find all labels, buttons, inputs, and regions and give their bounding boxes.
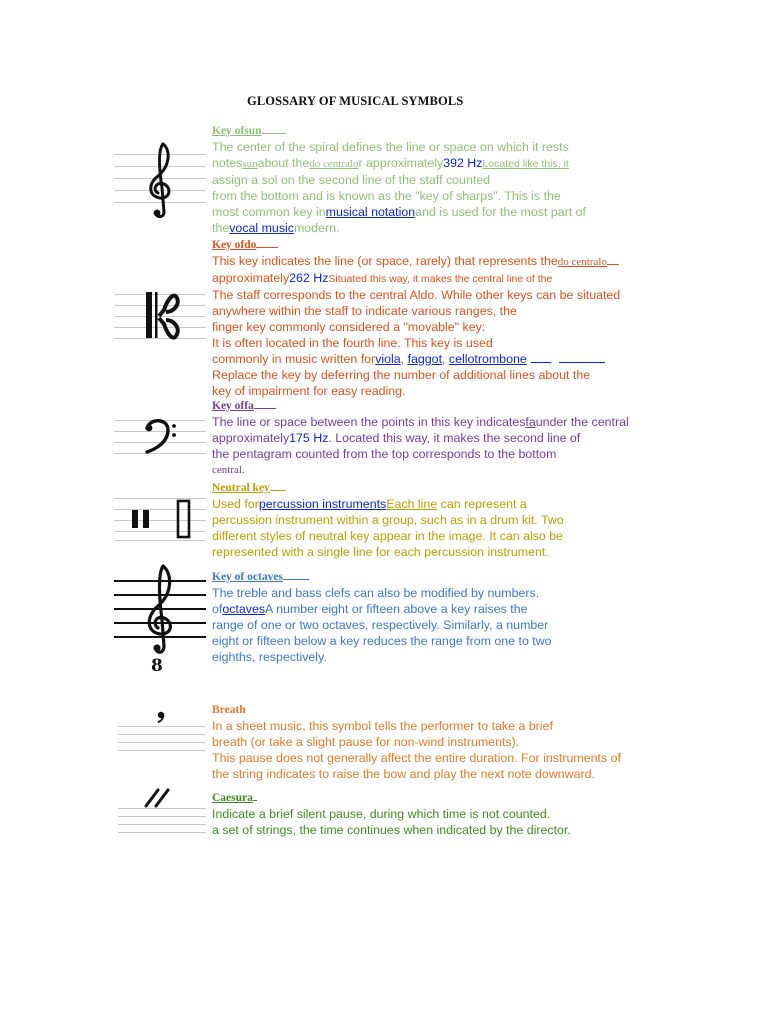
entry-text: The center of the spiral defines the line or space on which it rests bbox=[212, 140, 569, 154]
entry-heading: Neutral key bbox=[212, 482, 270, 494]
alto-clef-icon bbox=[114, 292, 206, 342]
page-title: GLOSSARY OF MUSICAL SYMBOLS bbox=[247, 94, 464, 108]
breath-comma-glyph bbox=[114, 706, 206, 726]
entry-heading: Caesura bbox=[212, 792, 253, 804]
entry-heading: Key offa bbox=[212, 400, 254, 412]
link-175-hz[interactable]: 175 Hz bbox=[289, 431, 329, 445]
link-musical-notation[interactable]: musical notation bbox=[325, 205, 416, 219]
treble-clef-icon bbox=[114, 140, 206, 220]
entry-bass: Key offa The line or space between the points in this key indicatesfaunder the central approximately175 Hz. Located this way, it makes the second line of the pentagram counted from the top corresponds to the bottom central. bbox=[212, 400, 629, 476]
breath-mark-icon bbox=[114, 706, 206, 752]
link-percussion-instruments[interactable]: percussion instruments bbox=[258, 497, 387, 511]
link-faggot[interactable]: faggot bbox=[407, 352, 443, 366]
link-cello[interactable]: cello bbox=[448, 352, 475, 366]
link-octaves[interactable]: octaves bbox=[222, 602, 266, 616]
alto-clef-glyph bbox=[114, 290, 206, 342]
entry-heading: Breath bbox=[212, 704, 246, 716]
entry-alto: Key ofdo This key indicates the line (or space, rarely) that represents thedo centralo approximately262 HzSituated this way, it makes the central line of the The staff corresponds to the central Aldo. While other keys can be situated anywhere within the staff to indicate various ranges, the finger key commonly considered a "movable" key: It is often located in the fourth line. This key is used commonly in music written forviola, faggot, cellotrombone Replace the key by deferring the number of additional lines about the key of impairment for easy reading. bbox=[212, 239, 621, 398]
octave-eight-mark: 8 bbox=[151, 656, 163, 676]
entry-breath: Breath In a sheet music, this symbol tells the performer to take a brief breath (or take a slight pause for non-wind instruments). This pause does not generally affect the entire duration. For instruments of the string indicates to raise the bow and play the next note downward. bbox=[212, 704, 621, 781]
link-392-hz[interactable]: 392 Hz bbox=[443, 156, 483, 170]
link-viola[interactable]: viola bbox=[375, 352, 401, 366]
entry-neutral: Neutral key Used forpercussion instrumentsEach line can represent a percussion instrument within a group, such as in a drum kit. Two different styles of neutral key appear in the image. It can also be represented with a single line for each percussion instrument. bbox=[212, 482, 564, 559]
bass-clef-icon bbox=[114, 416, 206, 462]
neutral-clef-glyph bbox=[114, 496, 206, 542]
caesura-slashes-glyph bbox=[114, 786, 206, 810]
octave-treble-glyph bbox=[114, 564, 206, 676]
octave-clef-icon bbox=[114, 564, 206, 674]
entry-heading: Key of octaves bbox=[212, 571, 283, 583]
caesura-mark-icon bbox=[114, 786, 206, 838]
entry-heading: Key ofdo bbox=[212, 239, 257, 251]
entry-caesura: Caesura Indicate a brief silent pause, during which time is not counted. a set of strings, the time continues when indicated by the director. bbox=[212, 792, 571, 837]
link-262-hz[interactable]: 262 Hz bbox=[289, 271, 329, 285]
link-trombone[interactable]: trombone bbox=[474, 352, 527, 366]
entry-treble: Key ofsun The center of the spiral defines the line or space on which it rests notessunabout thedo centralor approximately392 HzLocated like this, it assign a sol on the second line of the staff counted from the bottom and is known as the "key of sharps". This is the most common key inmusical notationand is used for the most part of thevocal musicmodern. bbox=[212, 125, 586, 235]
bass-clef-glyph bbox=[114, 416, 206, 462]
neutral-clef-icon bbox=[114, 496, 206, 542]
entry-heading: Key ofsun bbox=[212, 125, 262, 137]
entry-octaves: Key of octaves The treble and bass clefs can also be modified by numbers. ofoctavesA number eight or fifteen above a key raises the range of one or two octaves, respectively. Similarly, a number eight or fifteen below a key reduces the range from one to two eighths, respectively. bbox=[212, 571, 552, 664]
link-vocal-music[interactable]: vocal music bbox=[229, 221, 294, 235]
treble-clef-glyph bbox=[114, 138, 206, 220]
